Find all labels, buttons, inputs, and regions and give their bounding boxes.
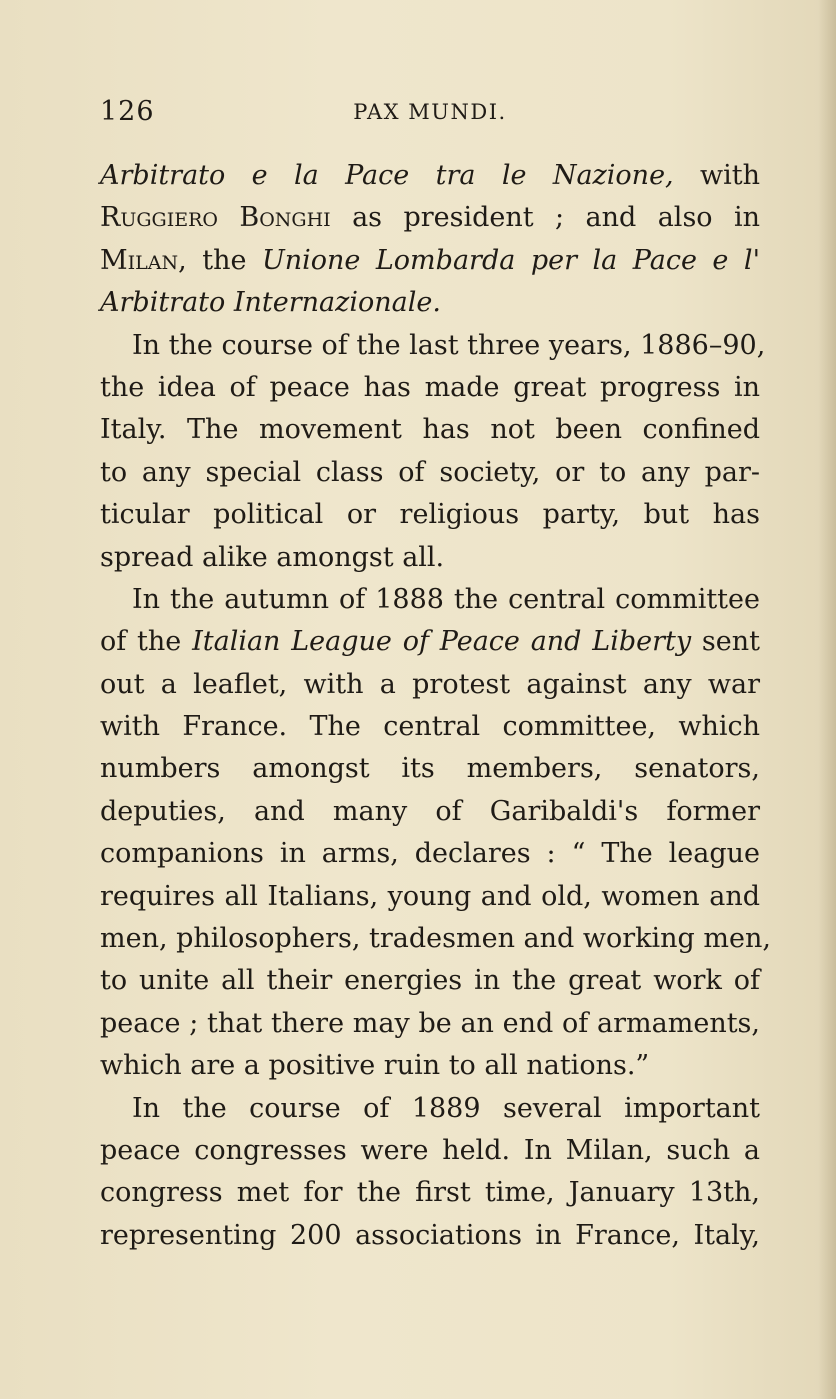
running-title: PAX MUNDI. xyxy=(353,100,507,124)
text-segment: with France. The central committee, which xyxy=(100,711,760,743)
text-segment: sent xyxy=(691,626,760,658)
body-text xyxy=(100,155,771,1257)
italic-text: Arbitrato Internazionale. xyxy=(100,287,441,319)
text-line xyxy=(100,621,760,663)
text-line xyxy=(100,367,760,409)
text-line xyxy=(100,706,760,748)
small-caps-text: Milan, xyxy=(100,244,187,276)
text-line xyxy=(100,197,760,239)
text-segment: Italy. The movement has not been confined xyxy=(100,414,760,446)
text-line xyxy=(100,325,766,367)
text-segment: companions in arms, declares : “ The league xyxy=(100,838,760,870)
text-line xyxy=(100,1172,760,1214)
italic-text: Unione Lombarda per la Pace e l' xyxy=(261,244,760,276)
text-segment: of the xyxy=(100,626,193,658)
text-line xyxy=(100,960,760,1002)
text-line xyxy=(100,452,760,494)
page-number: 126 xyxy=(100,96,155,127)
text-segment: peace ; that there may be an end of armaments, xyxy=(100,1007,760,1039)
text-line xyxy=(100,1003,760,1045)
text-line xyxy=(100,494,760,536)
text-segment: peace congresses were held. In Milan, such a xyxy=(100,1134,760,1166)
text-segment: with xyxy=(673,160,760,191)
text-line xyxy=(100,1215,760,1257)
text-line xyxy=(100,240,760,282)
text-line xyxy=(100,748,760,790)
text-segment: spread alike amongst all. xyxy=(100,541,445,573)
text-line xyxy=(100,833,760,875)
page-edge-shadow xyxy=(818,0,836,1399)
text-segment: which are a positive ruin to all nations.” xyxy=(100,1050,650,1082)
text-line xyxy=(100,579,760,621)
text-line xyxy=(100,1045,760,1087)
text-line xyxy=(100,537,760,579)
text-segment: In the course of 1889 several important xyxy=(132,1092,760,1124)
text-line xyxy=(100,409,760,451)
text-segment: In the course of the last three years, 1886–90, xyxy=(132,329,766,361)
italic-text: Italian League of Peace and Liberty xyxy=(192,626,692,658)
text-segment: the idea of peace has made great progress in xyxy=(100,371,760,403)
text-line xyxy=(100,876,760,918)
page-header xyxy=(100,96,760,136)
text-segment: to any special class of society, or to any par- xyxy=(100,456,760,488)
text-segment: deputies, and many of Garibaldi's former xyxy=(100,795,760,827)
text-line xyxy=(100,282,760,324)
text-line xyxy=(100,791,760,833)
text-line xyxy=(100,664,760,706)
text-line xyxy=(100,1088,760,1130)
text-segment: requires all Italians, young and old, women and xyxy=(100,880,760,912)
text-line xyxy=(100,155,760,197)
text-segment: out a leaflet, with a protest against any war xyxy=(100,668,760,700)
text-segment: to unite all their energies in the great work of xyxy=(100,965,760,997)
small-caps-text: Ruggiero Bonghi xyxy=(100,202,331,234)
text-segment: men, philosophers, tradesmen and working men, xyxy=(100,923,771,955)
italic-text: Arbitrato e la Pace tra le Nazione, xyxy=(100,160,674,191)
text-line xyxy=(100,918,771,960)
text-segment: as president ; and also in xyxy=(330,202,760,234)
text-segment: ticular political or religious party, but has xyxy=(100,499,760,531)
text-segment: congress met for the first time, January 13th, xyxy=(100,1177,760,1209)
text-segment: representing 200 associations in France, Italy, xyxy=(100,1219,760,1251)
text-line xyxy=(100,1130,760,1172)
text-segment: the xyxy=(186,244,262,276)
text-segment: In the autumn of 1888 the central committee xyxy=(132,583,760,615)
text-segment: numbers amongst its members, senators, xyxy=(100,753,760,785)
